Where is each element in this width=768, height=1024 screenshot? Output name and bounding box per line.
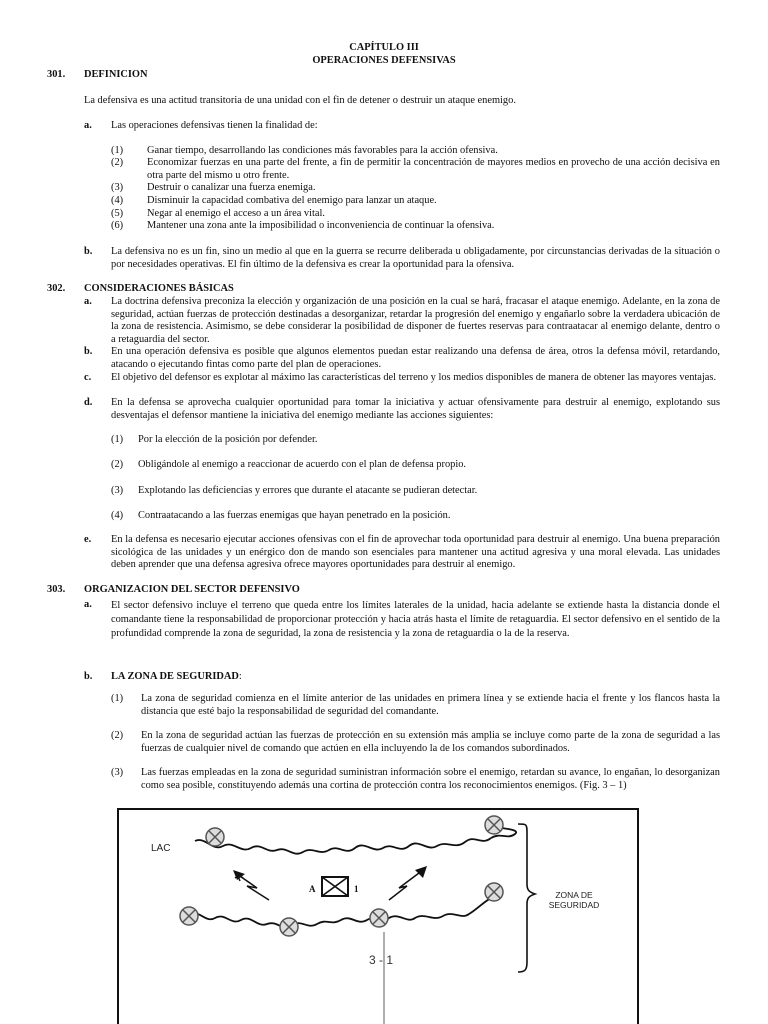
list-item: Contraatacando a las fuerzas enemigas que hayan penetrado en la posición. xyxy=(138,510,451,521)
outpost-marker xyxy=(485,883,503,901)
paragraph: La defensiva no es un fin, sino un medio al que en la guerra se recurre deliberada u obligadamente, por circunstancias derivadas de la situación o por necesidades operativas. El fin último de la defensiva es crear la oportunidad para la ofensiva. xyxy=(111,246,720,270)
list-item: Las fuerzas empleadas en la zona de seguridad suministran información sobre el enemigo, retardan su avance, lo engañan, lo desorganizan como sea posible, constituyendo además una cortina de protección contra los reconocimientos enemigos. (Fig. 3 – 1) xyxy=(141,767,720,791)
figure-number-label: 3 - 1 xyxy=(369,953,394,967)
list-number: (2) xyxy=(111,459,124,470)
item-label: c. xyxy=(84,372,92,383)
security-line xyxy=(187,896,495,928)
list-item: Mantener una zona ante la imposibilidad o inconveniencia de continuar la ofensiva. xyxy=(147,220,495,231)
list-item: La zona de seguridad comienza en el límite anterior de las unidades en primera línea y se extiende hacia el frente y los flancos hasta la distancia que esté bajo la responsabilidad de seguridad del comandante. xyxy=(141,693,720,717)
list-item: Obligándole al enemigo a reaccionar de acuerdo con el plan de defensa propio. xyxy=(138,459,467,470)
item-label: e. xyxy=(84,534,92,545)
zone-label-line2: SEGURIDAD xyxy=(548,900,600,910)
paragraph: La defensiva es una actitud transitoria de una unidad con el fin de detener o destruir un ataque enemigo. xyxy=(84,95,516,106)
list-number: (2) xyxy=(111,157,124,168)
outpost-marker xyxy=(370,909,388,927)
paragraph: Las operaciones defensivas tienen la finalidad de: xyxy=(111,120,318,131)
list-item: Explotando las deficiencias y errores que durante el atacante se pudieran detectar. xyxy=(138,485,478,496)
outpost-marker xyxy=(280,918,298,936)
section-number: 303. xyxy=(47,584,66,595)
list-number: (4) xyxy=(111,195,124,206)
list-item: En la zona de seguridad actúan las fuerzas de protección en su extensión más amplia se incluye como parte de la zona de seguridad a las fuerzas de cualquier nivel de comando que actúen en ella incluyendo la de los comandos subordinados. xyxy=(141,730,720,754)
reconnaissance-arrow-right xyxy=(389,870,423,900)
list-number: (3) xyxy=(111,182,124,193)
item-label: b. xyxy=(84,346,93,357)
subsection-title xyxy=(111,671,242,684)
list-item: Disminuir la capacidad combativa del enemigo para lanzar un ataque. xyxy=(147,195,437,206)
list-item: Destruir o canalizar una fuerza enemiga. xyxy=(147,182,316,193)
list-number: (5) xyxy=(111,208,124,219)
list-item: Negar al enemigo el acceso a un área vital. xyxy=(147,208,325,219)
item-label: b. xyxy=(84,671,93,682)
item-label: a. xyxy=(84,296,92,307)
outpost-marker xyxy=(485,816,503,834)
paragraph: En la defensa es necesario ejecutar acciones ofensivas con el fin de aprovechar toda oportunidad para destruir al enemigo. Una buena preparación sicológica de las unidades y un enérgico don de mando son esenciales para mantener una actitud agresiva y una moral elevada. Las unidades deben aprender que una defensa agresiva ofrece mayores oportunidades para destruir al enemigo. xyxy=(111,534,720,571)
list-item: Economizar fuerzas en una parte del frente, a fin de permitir la concentración de mayores medios en provecho de una acción decisiva en otra parte del mismo u otro frente. xyxy=(147,157,720,181)
paragraph: En la defensa se aprovecha cualquier oportunidad para tomar la iniciativa y actuar ofensivamente para destruir al enemigo, explotando sus desventajas el defensor mantiene la iniciativa del enemigo mediante las acciones siguientes: xyxy=(111,397,720,421)
arrowhead-right xyxy=(415,866,427,878)
chapter-title: CAPÍTULO III xyxy=(349,42,419,53)
section-number: 301. xyxy=(47,69,66,80)
paragraph: La doctrina defensiva preconiza la elección y organización de una posición en la cual se hará, fracasar el ataque enemigo. Adelante, en la zona de seguridad, actúan fuerzas de protección destinadas a desorganizar, retardar la progresión del enemigo y engañarlo sobre la verdadera ubicación de la zona de resistencia. Asimismo, se debe considerar la posibilidad de disponer de fuertes reservas para contraatacar al enemigo delante, dentro o a retaguardia del sector. xyxy=(111,296,720,345)
list-number: (4) xyxy=(111,510,124,521)
zone-label-line1: ZONA DE xyxy=(555,890,593,900)
section-title: ORGANIZACION DEL SECTOR DEFENSIVO xyxy=(84,584,300,595)
zone-brace xyxy=(518,824,535,972)
lac-label: LAC xyxy=(151,843,171,854)
list-number: (3) xyxy=(111,485,124,496)
outpost-marker xyxy=(180,907,198,925)
item-label: a. xyxy=(84,120,92,131)
list-item: Ganar tiempo, desarrollando las condiciones más favorables para la acción ofensiva. xyxy=(147,145,498,156)
list-number: (2) xyxy=(111,730,124,741)
list-number: (1) xyxy=(111,693,124,704)
list-number: (3) xyxy=(111,767,124,778)
section-title: DEFINICION xyxy=(84,69,148,80)
lac-line xyxy=(195,838,491,854)
paragraph: En una operación defensiva es posible que algunos elementos puedan estar realizando una defensa de área, otros la defensa móvil, retardando, atacando o ejecutando fintas como parte del plan de operaciones. xyxy=(111,346,720,370)
list-number: (1) xyxy=(111,434,124,445)
list-number: (6) xyxy=(111,220,124,231)
unit-right-label: 1 xyxy=(354,884,359,894)
subsection-colon: : xyxy=(238,671,242,682)
security-zone-diagram xyxy=(117,808,639,1024)
subsection-title-text: LA ZONA DE SEGURIDAD xyxy=(111,671,239,682)
outpost-marker xyxy=(206,828,224,846)
section-number: 302. xyxy=(47,283,66,294)
paragraph: El sector defensivo incluye el terreno que queda entre los límites laterales de la unidad, hacia adelante se extiende hasta la distancia donde el comandante tiene la responsabilidad de proporcionar protección y hacia atrás hasta el límite de retaguardia. El sector defensivo en el sentido de la profundidad comprende la zona de seguridad, la zona de resistencia y la zona de retaguardia o la de la reserva. xyxy=(111,600,720,639)
section-title: CONSIDERACIONES BÁSICAS xyxy=(84,283,234,294)
list-number: (1) xyxy=(111,145,124,156)
chapter-subtitle: OPERACIONES DEFENSIVAS xyxy=(312,55,456,66)
item-label: b. xyxy=(84,246,93,257)
unit-left-label: A xyxy=(309,884,316,894)
item-label: a. xyxy=(84,599,92,610)
paragraph: El objetivo del defensor es explotar al máximo las características del terreno y los medios disponibles de manera de obtener las mayores ventajas. xyxy=(111,372,717,383)
item-label: d. xyxy=(84,397,93,408)
list-item: Por la elección de la posición por defender. xyxy=(138,434,318,445)
